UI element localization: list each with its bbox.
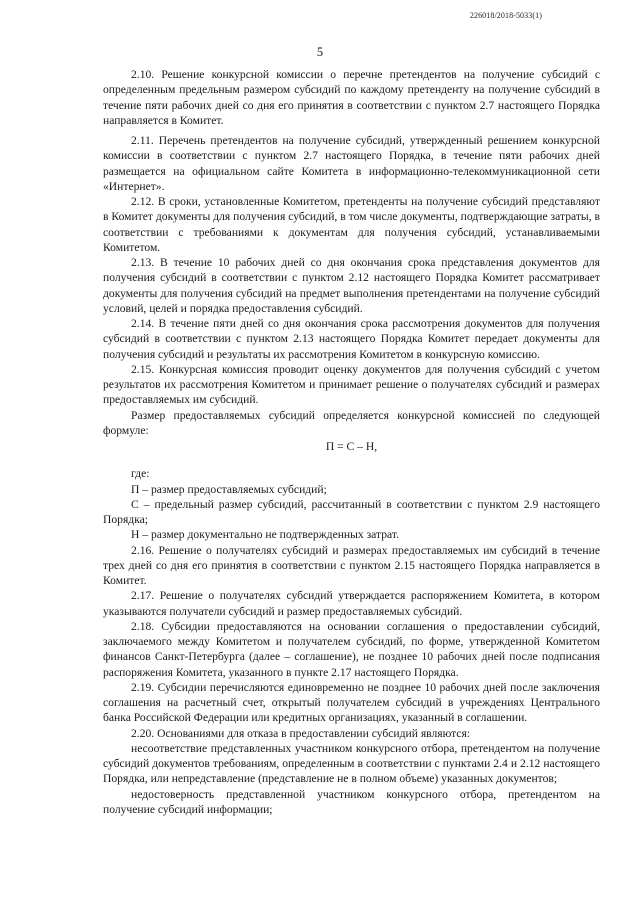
refusal-ground-1: несоответствие представленных участником конкурсного отбора, претендентом на получение субсидий документов требованиям, определенным в соответствии с пунктами 2.4 и 2.12 настоящего Порядка, или непредставление (представление не в полном объеме) указанных документов;	[103, 741, 600, 786]
paragraph-2-19: 2.19. Субсидии перечисляются единовременно не позднее 10 рабочих дней после заключения соглашения на расчетный счет, открытый получателем субсидий в учреждениях Центрального банка Российской Федерации или кредитных организациях, указанный в соглашении.	[103, 680, 600, 725]
formula: П = С – Н,	[325, 440, 378, 453]
paragraph-2-10: 2.10. Решение конкурсной комиссии о перечне претендентов на получение субсидий с определенным предельным размером субсидий по каждому претенденту на получение субсидий в течение пяти рабочих дней со дня его принятия в соответствии с пунктом 2.7 настоящего Порядка направляется в Комитет.	[103, 68, 600, 127]
document-id: 226018/2018-5033(1)	[469, 11, 542, 20]
paragraph-2-11: 2.11. Перечень претендентов на получение субсидий, утвержденный решением конкурсной комиссии в соответствии с пунктом 2.7 настоящего Порядка, в течение пяти рабочих дней размещается на официальном сайте Комитета в информационно-телекоммуникационной сети «Интернет».	[103, 134, 600, 193]
paragraph-2-13: 2.13. В течение 10 рабочих дней со дня окончания срока представления документов для получения субсидий в соответствии с пунктом 2.12 настоящего Порядка Комитет рассматривает документы для получения субсидий на предмет выполнения претендентами на получение субсидий условий, целей и порядка предоставления субсидий.	[103, 256, 600, 315]
refusal-ground-2: недостоверность представленной участником конкурсного отбора, претендентом на получение субсидий информации;	[103, 787, 600, 816]
paragraph-2-18: 2.18. Субсидии предоставляются на основании соглашения о предоставлении субсидий, заключаемого между Комитетом и получателем субсидий, по форме, утвержденной Комитетом финансов Санкт-Петербурга (далее – соглашение), не позднее 10 рабочих дней после подписания распоряжения Комитета, указанного в пункте 2.17 настоящего Порядка.	[103, 619, 600, 679]
definition-p: П – размер предоставляемых субсидий;	[131, 482, 327, 496]
paragraph-2-12: 2.12. В сроки, установленные Комитетом, претенденты на получение субсидий представляют в Комитет документы для получения субсидий, в том числе документы, подтверждающие затраты, в соответствии с требованиями к документам для получения субсидий, устанавливаемыми Комитетом.	[103, 195, 600, 254]
paragraph-2-15: 2.15. Конкурсная комиссия проводит оценку документов для получения субсидий с учетом результатов их рассмотрения Комитетом и принимает решение о получателях субсидий и размерах предоставляемых им субсидий.	[103, 362, 600, 407]
paragraph-2-20: 2.20. Основаниями для отказа в предоставлении субсидий являются:	[131, 726, 471, 740]
definition-c: С – предельный размер субсидий, рассчитанный в соответствии с пунктом 2.9 настоящего Порядка;	[103, 497, 600, 526]
formula-intro: Размер предоставляемых субсидий определяется конкурсной комиссией по следующей формуле:	[103, 408, 600, 437]
page-number: 5	[316, 45, 324, 59]
definition-h: Н – размер документально не подтвержденных затрат.	[131, 528, 399, 542]
document-body	[103, 67, 600, 817]
paragraph-2-14: 2.14. В течение пяти дней со дня окончания срока рассмотрения документов для получения субсидий в соответствии с пунктом 2.13 настоящего Порядка Комитет передает документы для получения субсидий и результаты их рассмотрения Комитетом в конкурсную комиссию.	[103, 317, 600, 361]
paragraph-2-16: 2.16. Решение о получателях субсидий и размерах предоставляемых им субсидий в течение трех дней со дня его принятия в соответствии с пунктом 2.15 настоящего Порядка направляется в Комитет.	[103, 543, 600, 587]
paragraph-2-17: 2.17. Решение о получателях субсидий утверждается распоряжением Комитета, в котором указываются получатели субсидий и размер предоставляемых субсидий.	[103, 589, 600, 618]
formula-where: где:	[131, 467, 150, 481]
